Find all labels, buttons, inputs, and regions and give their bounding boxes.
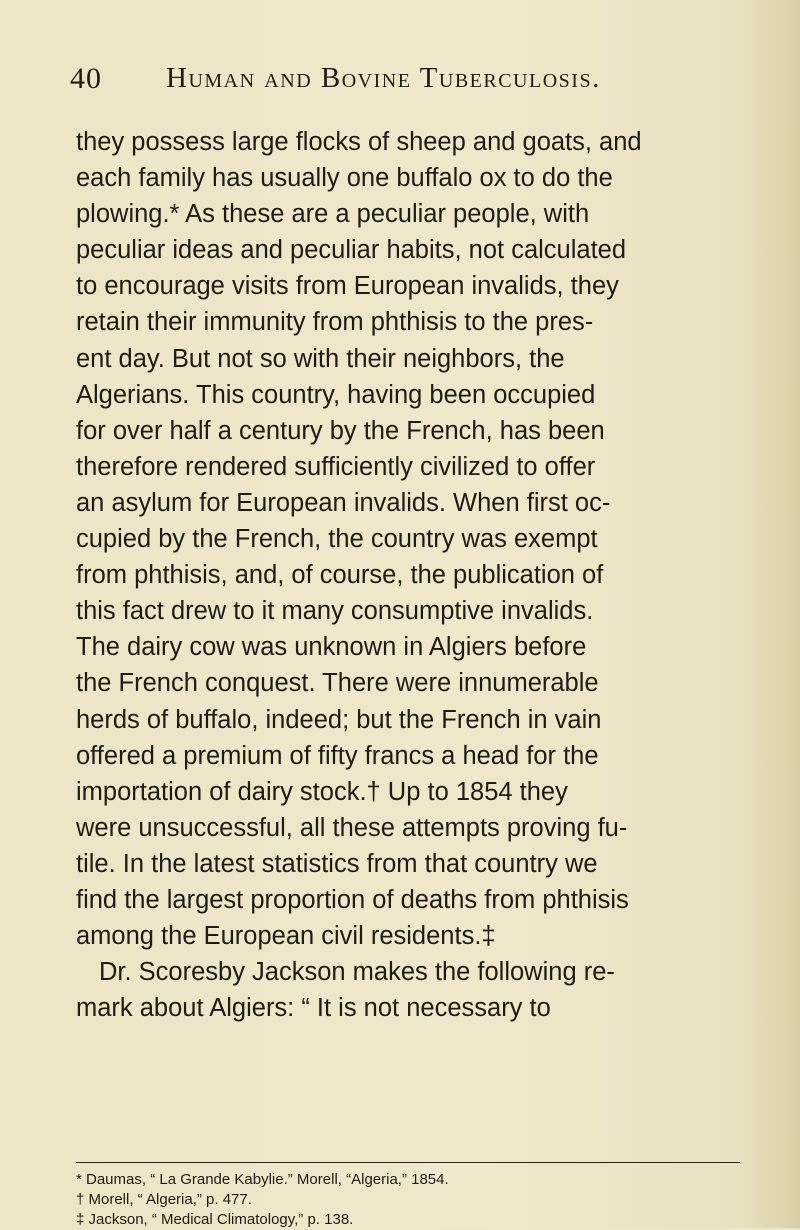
body-text (76, 124, 736, 1026)
text-line: therefore rendered sufficiently civilized to offer (76, 452, 596, 481)
text-line: importation of dairy stock.† Up to 1854 they (76, 777, 568, 806)
text-line: each family has usually one buffalo ox to do the (76, 164, 613, 193)
text-line: herds of buffalo, indeed; but the French in vain (76, 705, 602, 734)
text-line: to encourage visits from European invalids, they (76, 272, 619, 301)
text-line: they possess large flocks of sheep and goats, and (76, 128, 642, 156)
text-line: Algerians. This country, having been occupied (76, 380, 596, 409)
page-header (70, 62, 750, 106)
footnotes (76, 1170, 740, 1230)
text-line: The dairy cow was unknown in Algiers before (76, 633, 587, 662)
text-line: Dr. Scoresby Jackson makes the following re- (99, 958, 615, 987)
text-line: tile. In the latest statistics from that country we (76, 849, 598, 878)
text-line: plowing.* As these are a peculiar people, with (76, 200, 590, 229)
text-line: an asylum for European invalids. When first oc- (76, 488, 611, 517)
text-line: the French conquest. There were innumerable (76, 669, 599, 698)
running-head: Human and Bovine Tuberculosis. (166, 62, 601, 94)
text-line: for over half a century by the French, has been (76, 416, 605, 445)
footnote: † Morell, “ Algeria,” p. 477. (76, 1191, 252, 1208)
text-line: were unsuccessful, all these attempts proving fu- (76, 813, 628, 842)
text-line: peculiar ideas and peculiar habits, not calculated (76, 236, 627, 265)
text-line: ent day. But not so with their neighbors, the (76, 344, 565, 373)
text-line: find the largest proportion of deaths from phthisis (76, 885, 629, 914)
footnote: * Daumas, “ La Grande Kabylie.” Morell, “Algeria,” 1854. (76, 1171, 449, 1188)
text-line: this fact drew to it many consumptive invalids. (76, 597, 594, 626)
footnote: ‡ Jackson, “ Medical Climatology,” p. 138. (76, 1211, 354, 1228)
footnote-rule (76, 1162, 740, 1163)
text-line: from phthisis, and, of course, the publication of (76, 561, 604, 590)
text-line: offered a premium of fifty francs a head for the (76, 741, 599, 770)
page-number: 40 (70, 62, 102, 95)
text-line: retain their immunity from phthisis to the pres- (76, 308, 594, 337)
text-line: among the European civil residents.‡ (76, 922, 496, 951)
text-line: cupied by the French, the country was exempt (76, 525, 598, 554)
text-line: mark about Algiers: “ It is not necessary to (76, 994, 551, 1023)
